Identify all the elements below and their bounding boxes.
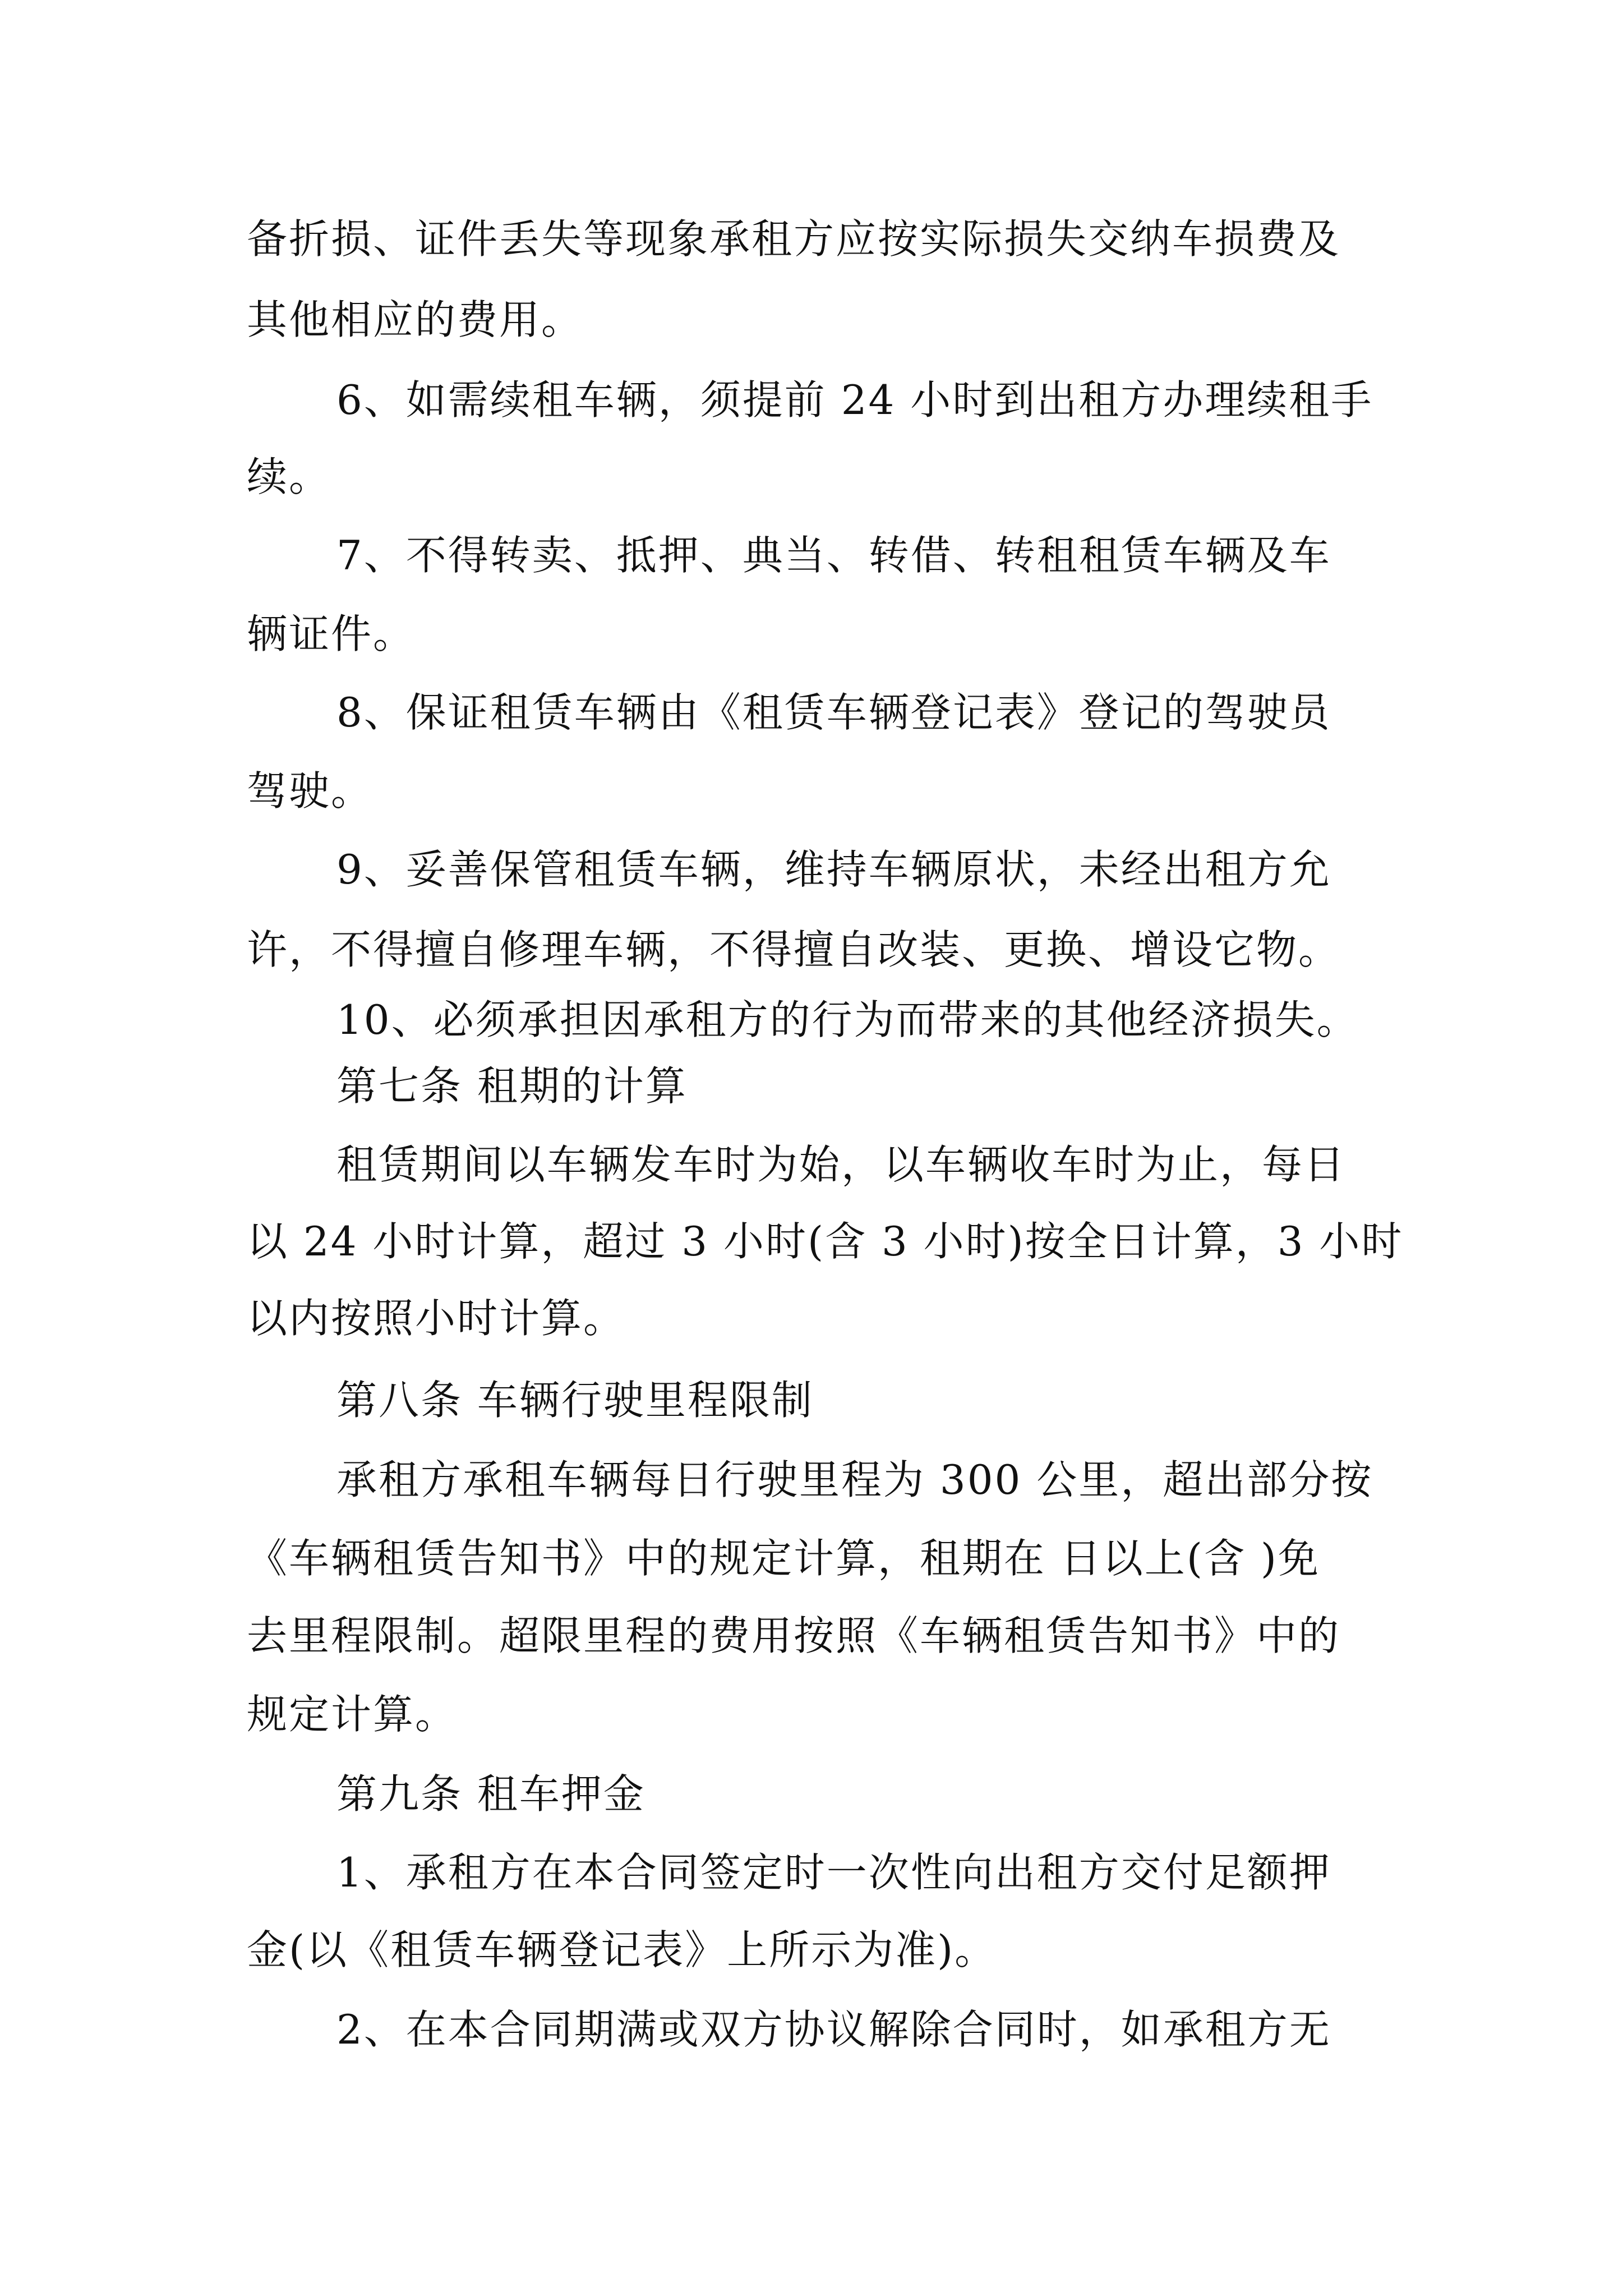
clause-item-7: 7、不得转卖、抵押、典当、转借、转租租赁车辆及车	[336, 532, 1331, 579]
article-9-heading: 第九条 租车押金	[336, 1770, 645, 1818]
clause-item-9: 9、妥善保管租赁车辆，维持车辆原状，未经出租方允	[336, 846, 1331, 893]
clause-item-6-cont: 续。	[247, 453, 331, 500]
clause-item-6: 6、如需续租车辆，须提前 24 小时到出租方办理续租手	[336, 376, 1373, 424]
document-page	[247, 0, 1404, 2296]
article-7-text-3: 以内按照小时计算。	[247, 1295, 626, 1342]
article-9-item-1-cont: 金(以《租赁车辆登记表》上所示为准)。	[247, 1926, 997, 1973]
text-line-continuation-2: 其他相应的费用。	[247, 296, 584, 343]
article-8-text-4: 规定计算。	[247, 1691, 458, 1738]
article-7-text-1: 租赁期间以车辆发车时为始，以车辆收车时为止，每日	[336, 1141, 1347, 1188]
clause-item-10: 10、必须承担因承租方的行为而带来的其他经济损失。	[336, 996, 1359, 1043]
article-8-text-3: 去里程限制。超限里程的费用按照《车辆租赁告知书》中的	[247, 1612, 1341, 1659]
article-7-text-2: 以 24 小时计算，超过 3 小时(含 3 小时)按全日计算，3 小时	[247, 1218, 1404, 1265]
article-8-text-2: 《车辆租赁告知书》中的规定计算，租期在 日以上(含 )免	[247, 1535, 1320, 1582]
article-9-item-2: 2、在本合同期满或双方协议解除合同时，如承租方无	[336, 2006, 1331, 2053]
article-7-heading: 第七条 租期的计算	[336, 1062, 688, 1110]
text-line-continuation-1: 备折损、证件丢失等现象承租方应按实际损失交纳车损费及	[247, 215, 1341, 263]
clause-item-7-cont: 辆证件。	[247, 610, 416, 657]
article-9-item-1: 1、承租方在本合同签定时一次性向出租方交付足额押	[336, 1849, 1331, 1896]
clause-item-8: 8、保证租赁车辆由《租赁车辆登记表》登记的驾驶员	[336, 689, 1331, 736]
clause-item-9-cont: 许，不得擅自修理车辆，不得擅自改装、更换、增设它物。	[247, 926, 1341, 973]
article-8-heading: 第八条 车辆行驶里程限制	[336, 1377, 814, 1424]
article-8-text-1: 承租方承租车辆每日行驶里程为 300 公里，超出部分按	[336, 1456, 1373, 1503]
clause-item-8-cont: 驾驶。	[247, 767, 374, 815]
